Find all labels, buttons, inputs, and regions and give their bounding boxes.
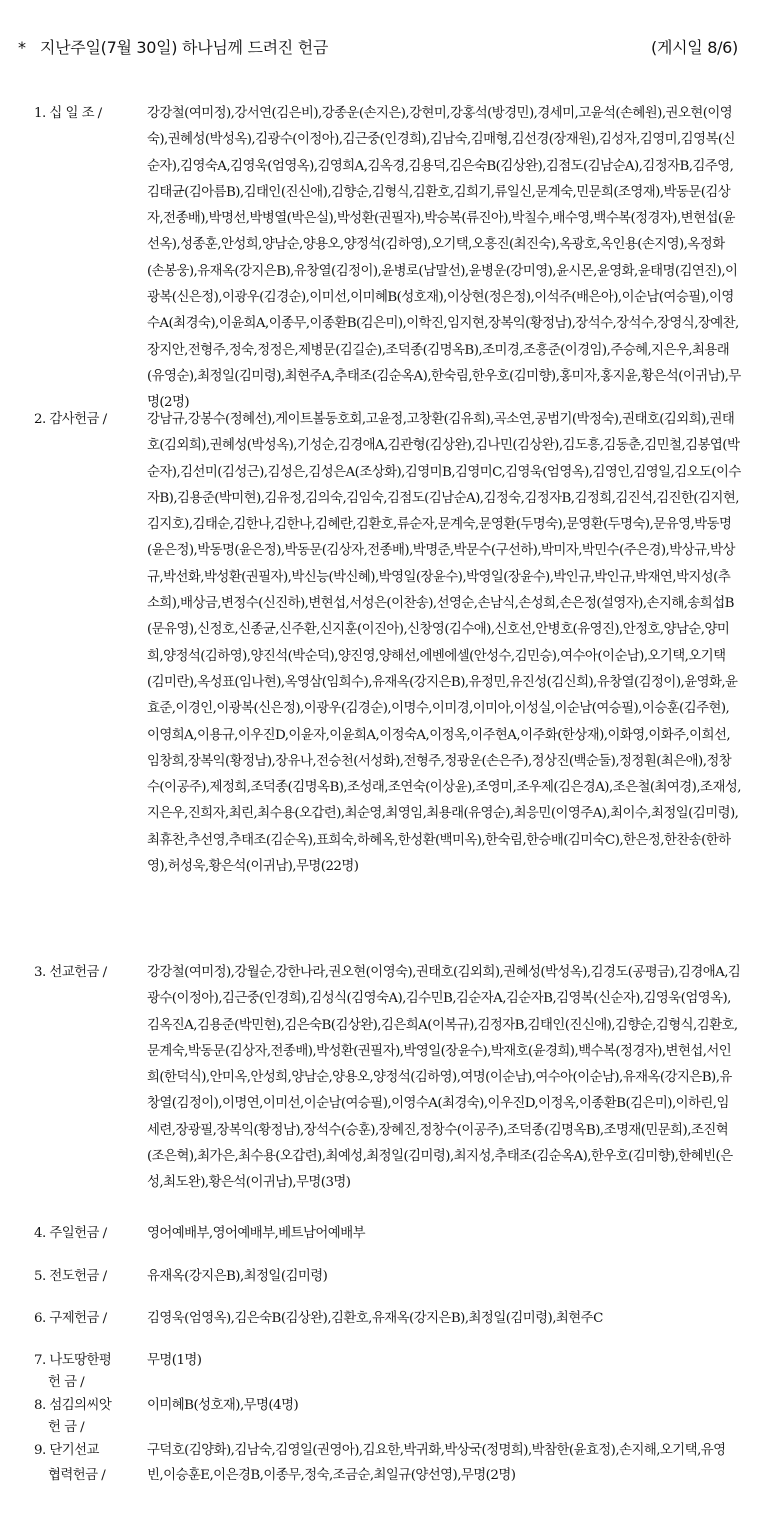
section-names: 이미혜B(성호재),무명(4명): [147, 1398, 299, 1413]
page-header: [0, 0, 760, 90]
section-label-line2: 헌 금 /: [48, 1375, 85, 1390]
page-title: 지난주일(7월 30일) 하나님께 드려진 헌금: [40, 38, 329, 57]
section-names: 강남규,강봉수(정혜선),게이트볼동호회,고윤정,고창환(김유희),곡소연,공범기(박정숙),권태호(김외희),권태호(김외희),권혜성(박성옥),기성순,김경애A,김관형(김상완),김나민(김상완),김도흥,김동춘,김민철,김봉엽(박순자),김선미(김성근),김성은,김성은A(조상화),김영미B,김영미C,김영욱(엄영옥),김영인,김영일,김오도(이수자B),김용준(박미현),김유정,김의숙,김임숙,김점도(김남순A),김정숙,김정자B,김정희,김진석,김진한(김지현,김지호),김태순,김한나,김한나,김혜란,김환호,류순자,문계숙,문영환(두명숙),문영환(두명숙),문유영,박동명(윤은정),박동명(윤은정),박동문(김상자,전종배),박명준,박문수(구선하),박미자,박민수(주은경),박상규,박상규,박선화,박성환(권필자),박신능(박신혜),박영일(장윤수),박영일(장윤수),박인규,박인규,박재연,박지성(추소희),배상금,변정수(신진하),변현섭,서성은(이찬송),선영순,손남식,손성희,손은정(설영자),손지해,송희섭B(문유영),신정호,신종균,신주환,신지훈(이진아),신창영(김수애),신호선,안병호(유영진),안정호,양남순,양미희,양정석(김하영),양진석(박순덕),양진영,양해선,에벤에셀(안성수,김민승),여수아(이순남),오기택,오기택(김미란),옥성표(임나현),옥영삼(임희수),유재옥(강지은B),유정민,유진성(김신희),유창열(김정이),윤영화,윤효준,이경인,이광복(신은정),이광우(김경순),이명수,이미경,이미아,이성실,이순남(여승필),이승훈(김주현),이영희A,이용규,이우진D,이윤자,이윤희A,이정숙A,이정옥,이주현A,이주화(한상재),이화영,이화주,이희선,임창희,장복익(황정남),장유나,전승천(서성화),전형주,정광운(손은주),정상진(백순둘),정정훤(최은애),정창수(이공주),제정희,조덕종(김명옥B),조성래,조연숙(이상윤),조영미,조우제(김은경A),조은철(최여경),조재성,지은우,진희자,최린,최수용(오갑련),최순영,최영임,최용래(유영순),최응민(이영주A),최이수,최정일(김미령),최휴찬,추선영,추태조(김순옥),표희숙,하혜옥,한성환(백미옥),한숙림,한승배(김미숙C),한은정,한찬송(한하영),허성욱,황은석(이귀남),무명(22명): [147, 412, 741, 875]
section-label-line1: 7. 나도땅한평: [34, 1353, 112, 1368]
section-label-line2: 헌 금 /: [48, 1420, 85, 1435]
section-label: 1. 십 일 조 /: [34, 106, 102, 121]
section-label: 3. 선교헌금 /: [34, 965, 107, 980]
section-label-line2: 협력헌금 /: [48, 1468, 106, 1483]
section-names: 구덕호(김양화),김남숙,김영일(권영아),김요한,박귀화,박상국(정명희),박참한(윤효정),손지해,오기택,유영빈,이승훈E,이은경B,이종무,정숙,조금순,최일규(양선영),무명(2명): [147, 1443, 726, 1483]
section-names: 영어예배부,영어예배부,베트남어예배부: [147, 1226, 365, 1241]
section-label: 6. 구제헌금 /: [34, 1311, 107, 1326]
section-label: [34, 1350, 142, 1394]
section-label: 5. 전도헌금 /: [34, 1269, 107, 1284]
section-label: 4. 주일헌금 /: [34, 1226, 107, 1241]
section-label: [34, 1395, 142, 1439]
section-label-line1: 8. 섬김의씨앗: [34, 1398, 112, 1413]
section-names: 강강철(여미정),강월순,강한나라,권오현(이영숙),권태호(김외희),권혜성(박성옥),김경도(공평금),김경애A,김광수(이정아),김근중(인경희),김성식(김영숙A),김수민B,김순자A,김순자B,김영복(신순자),김영욱(엄영옥),김옥진A,김용준(박민현),김은숙B(김상완),김은희A(이복규),김정자B,김태인(진신애),김향순,김형식,김환호,문계숙,박동문(김상자,전종배),박성환(권필자),박영일(장윤수),박재호(윤경희),백수복(정경자),변현섭,서인희(한덕식),안미옥,안성희,양남순,양용오,양정석(김하영),여명(이순남),여수아(이순남),유재옥(강지은B),유창열(김정이),이명연,이미선,이순남(여승필),이영수A(최경숙),이우진D,이정옥,이종환B(김은미),이하린,임세련,장광필,장복익(황정남),장석수(승훈),장혜진,정창수(이공주),조덕종(김명옥B),조명재(민문희),조진혁(조은혁),최가은,최수용(오갑련),최예성,최정일(김미령),최지성,추태조(김순옥A),한우호(김미향),한혜빈(은성,최도완),황은석(이귀남),무명(3명): [147, 965, 741, 1191]
section-label: 2. 감사헌금 /: [34, 412, 107, 427]
bullet-mark: *: [18, 38, 26, 57]
section-names: 유재옥(강지은B),최정일(김미령): [147, 1269, 328, 1284]
section-names: 강강철(여미정),강서연(김은비),강종운(손지은),강현미,강홍석(방경민),경세미,고윤석(손혜원),권오현(이영숙),권혜성(박성옥),김광수(이정아),김근중(인경희),김남숙,김매형,김선경(장재원),김성자,김영미,김영복(신순자),김영숙A,김영욱(엄영옥),김영희A,김옥경,김용덕,김은숙B(김상완),김점도(김남순A),김정자B,김주영,김태균(김아름B),김태인(진신애),김향순,김형식,김환호,김희기,류일신,문계숙,민문희(조영재),박동문(김상자,전종배),박명선,박병열(박은실),박성환(권필자),박승복(류진아),박칠수,배수영,백수복(정경자),변현섭(윤선옥),성종훈,안성희,양남순,양용오,양정석(김하영),오기택,오흥진(최진숙),옥광호,옥인용(손지영),옥정화(손봉웅),유재옥(강지은B),유창열(김정이),윤병로(남말선),윤병운(강미영),윤시몬,윤영화,윤태명(김연진),이광복(신은정),이광우(김경순),이미선,이미혜B(성호재),이상현(정은정),이석주(배은아),이순남(여승필),이영수A(최경숙),이윤희A,이종무,이종환B(김은미),이학진,임지현,장복익(황정남),장석수,장석수,장영식,장예찬,장지안,전형주,정숙,정정은,제병문(김길순),조덕종(김명옥B),조미경,조흥준(이경임),주승혜,지은우,최용래(유영순),최정일(김미령),최현주A,추태조(김순옥A),한숙림,한우호(김미향),홍미자,홍지윤,황은석(이귀남),무명(2명): [147, 106, 741, 411]
section-names: 무명(1명): [147, 1353, 202, 1368]
posted-date: (게시일 8/6): [651, 38, 738, 57]
section-names: 김영욱(엄영옥),김은숙B(김상완),김환호,유재옥(강지은B),최정일(김미령),최현주C: [147, 1311, 603, 1326]
section-label-line1: 9. 단기선교: [34, 1443, 99, 1458]
section-label: [34, 1438, 142, 1488]
